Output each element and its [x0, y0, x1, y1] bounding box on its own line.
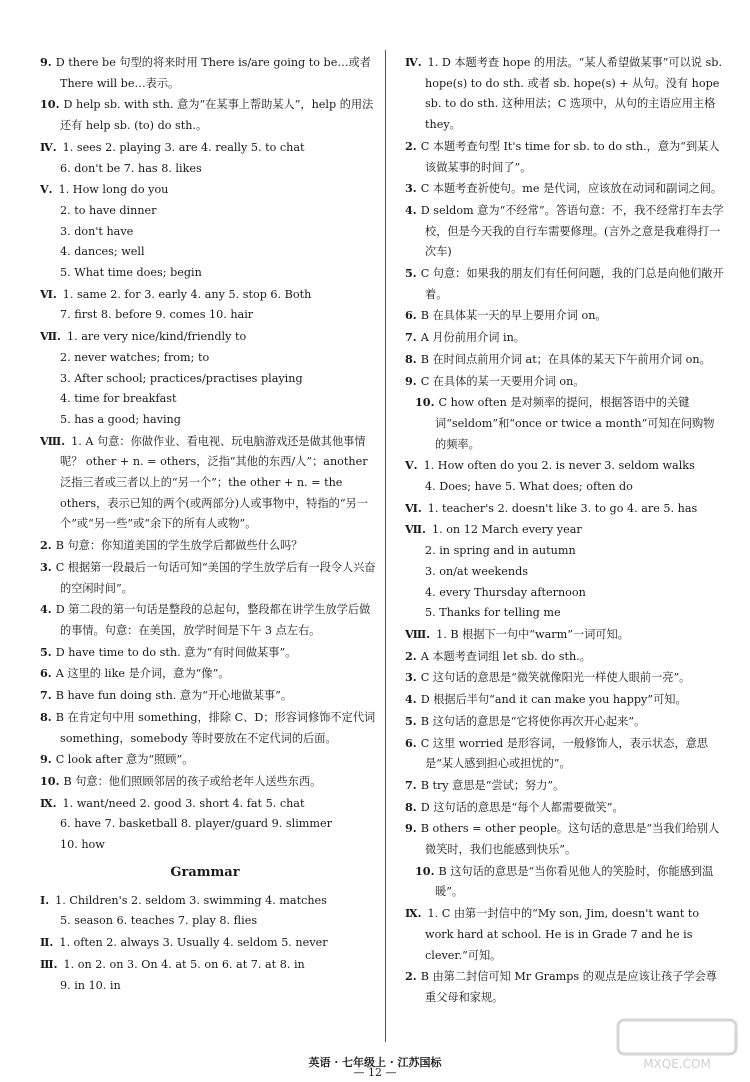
right-column [395, 52, 725, 1009]
watermark-logo [612, 1016, 742, 1076]
item-number: 6. [40, 666, 52, 681]
item-number: 4. [405, 202, 417, 217]
section-entry [30, 793, 380, 815]
answer-line [30, 535, 380, 557]
answer-text: C 句意：如果我的朋友们有任何问题，我的门总是向他们敞开着。 [420, 267, 724, 301]
answer-line [395, 305, 725, 327]
section-number: Ⅴ. [405, 458, 418, 473]
answer-text: C 这里 worried 是形容词，一般修饰人，表示状态，意思是“某人感到担心或担忧的”。 [420, 736, 709, 771]
answer-text: 1. A 句意：你做作业、看电视、玩电脑游戏还是做其他事情呢？ other + n. = others，泛指“其他的东西/人”；another 泛指三者或三者以上的“另一个”；the other + n. = the others，表示已知的两个(或两部分)人或事物中，特指的“另一个”或“另一些”或“余下的所有人或物”。 [60, 434, 368, 531]
answer-text: 2. in spring and in autumn [425, 544, 576, 558]
answer-text: D help sb. with sth. 意为“在某事上帮助某人”，help 的用法还有 help sb. (to) do sth.。 [60, 98, 374, 133]
answer-line [30, 159, 380, 180]
answer-text: D seldom 意为“不经常”。答语句意：不，我不经常打车去学校，但是今天我的自行车需要修理。(言外之意是我难得打一次车) [420, 203, 724, 259]
section-entry [395, 455, 725, 477]
answer-line [30, 389, 380, 410]
answer-line [30, 663, 380, 685]
item-number: 10. [415, 863, 435, 878]
item-number: 9. [405, 821, 417, 836]
answer-text: 6. don't be 7. has 8. likes [60, 161, 202, 175]
answer-line [30, 599, 380, 641]
answer-line [30, 814, 380, 835]
answer-text: D have time to do sth. 意为“有时间做某事”。 [55, 645, 297, 659]
item-number: 3. [40, 559, 52, 574]
section-number: Ⅸ. [40, 795, 57, 810]
answer-text: B 这句话的意思是“当你看见他人的笑脸时，你能感到温暖”。 [435, 864, 714, 899]
item-number: 8. [405, 351, 417, 366]
section-number: Ⅱ. [40, 935, 54, 950]
answer-text: 1. same 2. for 3. early 4. any 5. stop 6. Both [62, 287, 312, 301]
answer-text: 1. often 2. always 3. Usually 4. seldom 5. never [59, 936, 328, 950]
answer-line [395, 646, 725, 668]
section-number: Ⅸ. [405, 906, 422, 921]
answer-text: 1. D 本题考查 hope 的用法。“某人希望做某事”可以说 sb. hope(s) to do sth. 或者 sb. hope(s) + 从句。没有 hope sb. to do sth. 这种用法；C 选项中，从句的主语应用主格 they。 [425, 56, 723, 132]
answer-line [395, 327, 725, 349]
answer-text: B others = other people。这句话的意思是“当我们给别人微笑时，我们也能感到快乐”。 [420, 822, 720, 857]
answer-text: B try 意思是“尝试；努力”。 [420, 778, 565, 792]
answer-text: C 本题考查祈使句。me 是代词，应该放在动词和副词之间。 [420, 182, 723, 196]
answer-line [395, 477, 725, 498]
section-entry [395, 903, 725, 966]
answer-line [395, 200, 725, 263]
answer-line [30, 242, 380, 263]
section-entry [30, 932, 380, 954]
left-column [30, 52, 380, 996]
item-number: 6. [405, 308, 417, 323]
answer-text: 2. to have dinner [60, 203, 157, 217]
section-entry [30, 179, 380, 201]
answer-text: B 由第二封信可知 Mr Gramps 的观点是应该让孩子学会尊重父母和家规。 [420, 970, 717, 1004]
answer-line [395, 689, 725, 711]
answer-line [395, 667, 725, 689]
answer-line [30, 263, 380, 284]
answer-text: 1. How often do you 2. is never 3. seldom walks [423, 459, 695, 473]
answer-text: D 第二段的第一句话是整段的总起句，整段都在讲学生放学后做的事情。句意：在美国，放学时间是下午 3 点左右。 [55, 603, 371, 637]
item-number: 9. [405, 373, 417, 388]
answer-line [395, 775, 725, 797]
answer-text: C how often 是对频率的提问，根据答语中的关键词“seldom”和“once or twice a month”可知在问购物的频率。 [435, 396, 715, 451]
section-number: Ⅷ. [40, 433, 66, 448]
answer-line [30, 642, 380, 664]
answer-text: B 在时间点前用介词 at；在具体的某天下午前用介词 on。 [420, 352, 711, 366]
answer-text: 1. on 2. on 3. On 4. at 5. on 6. at 7. at 8. in [63, 957, 305, 971]
answer-text: 4. time for breakfast [60, 392, 177, 406]
section-entry [30, 284, 380, 306]
answer-text: B 在肯定句中用 something，排除 C、D；形容词修饰不定代词 something，somebody 等时要放在不定代词的后面。 [55, 710, 376, 745]
answer-text: 1. B 根据下一句中“warm”一词可知。 [436, 627, 629, 641]
item-number: 2. [40, 538, 52, 553]
item-number: 7. [40, 688, 52, 703]
item-number: 3. [405, 181, 417, 196]
item-number: 8. [405, 799, 417, 814]
item-number: 6. [405, 735, 417, 750]
answer-line [395, 263, 725, 305]
answer-text: B 句意：你知道美国的学生放学后都做些什么吗？ [55, 539, 303, 553]
answer-text: 4. dances; well [60, 245, 145, 259]
answer-line [30, 94, 380, 136]
answer-text: 1. want/need 2. good 3. short 4. fat 5. chat [62, 796, 305, 810]
footer-title: 英语 · 七年级上 · 江苏国标 [308, 1056, 442, 1069]
section-entry [395, 498, 725, 520]
answer-text: 2. never watches; from; to [60, 350, 210, 364]
answer-line [30, 685, 380, 707]
answer-text: C 在具体的某一天要用介词 on。 [420, 374, 585, 388]
item-number: 5. [40, 644, 52, 659]
answer-text: B have fun doing sth. 意为“开心地做某事”。 [55, 689, 293, 703]
answer-line [30, 52, 380, 94]
answer-text: D 这句话的意思是“每个人都需要微笑”。 [420, 800, 624, 814]
section-entry [395, 624, 725, 646]
section-number: Ⅵ. [40, 286, 57, 301]
answer-line [395, 818, 725, 860]
item-number: 10. [415, 395, 435, 410]
section-heading: Grammar [170, 864, 240, 880]
answer-text: 3. don't have [60, 224, 134, 238]
answer-line [30, 911, 380, 932]
page-number: — 12 — [353, 1066, 397, 1079]
section-number: Ⅳ. [40, 139, 57, 154]
answer-text: 4. Does; have 5. What does; often do [425, 480, 633, 494]
answer-line [395, 583, 725, 604]
item-number: 10. [40, 773, 60, 788]
answer-line [395, 966, 725, 1008]
section-entry [30, 431, 380, 536]
answer-text: B 在具体某一天的早上要用介词 on。 [420, 309, 607, 323]
section-entry [30, 326, 380, 348]
section-entry [395, 519, 725, 541]
answer-line [395, 711, 725, 733]
answer-line [30, 707, 380, 749]
answer-text: 1. on 12 March every year [431, 523, 582, 537]
answer-line [395, 797, 725, 819]
item-number: 2. [405, 648, 417, 663]
answer-line [30, 305, 380, 326]
section-number: Ⅶ. [40, 329, 61, 344]
answer-text: A 本题考查词组 let sb. do sth.。 [420, 649, 591, 663]
answer-text: A 月份前用介词 in。 [420, 331, 525, 345]
answer-text: 1. are very nice/kind/friendly to [66, 330, 247, 344]
answer-line [395, 603, 725, 624]
answer-text: 1. How long do you [58, 183, 169, 197]
answer-line [30, 222, 380, 243]
section-entry [30, 954, 380, 976]
answer-text: C 根据第一段最后一句话可知“美国的学生放学后有一段令人兴奋的空闲时间”。 [55, 560, 376, 595]
answer-text: 5. What time does; begin [60, 266, 202, 280]
section-number: Ⅳ. [405, 55, 422, 69]
answer-line [30, 369, 380, 390]
item-number: 5. [405, 266, 417, 281]
answer-text: 1. Children's 2. seldom 3. swimming 4. matches [55, 893, 327, 907]
answer-line [395, 392, 725, 455]
item-number: 2. [405, 969, 417, 984]
section-number: Ⅲ. [40, 956, 58, 971]
svg-text:MXQE.COM: MXQE.COM [643, 1057, 711, 1071]
item-number: 7. [405, 777, 417, 792]
answer-text: 1. C 由第一封信中的“My son, Jim, doesn't want to work hard at school. He is in Grade 7 and he is clever.”可知。 [425, 907, 700, 962]
item-number: 3. [405, 670, 417, 685]
section-entry [30, 890, 380, 912]
answer-line [30, 201, 380, 222]
answer-line [30, 410, 380, 431]
answer-line [395, 349, 725, 371]
item-number: 5. [405, 713, 417, 728]
answer-line [30, 749, 380, 771]
item-number: 4. [40, 602, 52, 617]
section-entry [30, 137, 380, 159]
answer-text: 10. how [60, 838, 105, 852]
section-entry [395, 52, 725, 136]
answer-line [395, 371, 725, 393]
answer-line [395, 541, 725, 562]
answer-line [395, 562, 725, 583]
answer-text: 3. on/at weekends [425, 564, 528, 578]
answer-line [30, 976, 380, 997]
answer-text: D 根据后半句“and it can make you happy”可知。 [420, 693, 687, 707]
item-number: 9. [40, 752, 52, 767]
answer-text: C 本题考查句型 It's time for sb. to do sth.，意为“到某人该做某事的时间了”。 [420, 139, 720, 174]
answer-line [30, 835, 380, 856]
answer-text: C look after 意为“照顾”。 [55, 753, 194, 767]
answer-text: 6. have 7. basketball 8. player/guard 9. slimmer [60, 817, 332, 831]
item-number: 2. [405, 138, 417, 153]
answer-line [395, 861, 725, 903]
section-number: Ⅴ. [40, 182, 53, 197]
answer-line [30, 557, 380, 599]
answer-text: A 这里的 like 是介词，意为“像”。 [55, 667, 230, 681]
answer-text: D there be 句型的将来时用 There is/are going to be…或者 There will be…表示。 [55, 56, 371, 90]
answer-text: B 句意：他们照顾邻居的孩子或给老年人送些东西。 [63, 774, 322, 788]
answer-text: 5. has a good; having [60, 412, 181, 426]
answer-text: 4. every Thursday afternoon [425, 585, 586, 599]
answer-text: 3. After school; practices/practises playing [60, 371, 303, 385]
column-divider [385, 50, 386, 1042]
answer-line [395, 733, 725, 775]
section-number: Ⅶ. [405, 522, 426, 537]
item-number: 9. [40, 55, 52, 69]
answer-text: C 这句话的意思是“微笑就像阳光一样使人眼前一亮”。 [420, 671, 691, 685]
answer-text: 9. in 10. in [60, 978, 121, 992]
item-number: 8. [40, 709, 52, 724]
answer-text: 7. first 8. before 9. comes 10. hair [60, 308, 254, 322]
section-number: Ⅰ. [40, 892, 50, 907]
section-number: Ⅵ. [405, 500, 422, 515]
item-number: 10. [40, 97, 60, 112]
answer-text: 5. Thanks for telling me [425, 606, 561, 620]
item-number: 4. [405, 692, 417, 707]
answer-text: B 这句话的意思是“它将使你再次开心起来”。 [420, 714, 646, 728]
answer-text: 1. sees 2. playing 3. are 4. really 5. to chat [62, 140, 305, 154]
answer-line [30, 348, 380, 369]
section-number: Ⅷ. [405, 626, 431, 641]
answer-line [395, 178, 725, 200]
answer-line [395, 136, 725, 178]
item-number: 7. [405, 330, 417, 345]
answer-text: 5. season 6. teaches 7. play 8. flies [60, 914, 258, 928]
answer-text: 1. teacher's 2. doesn't like 3. to go 4. are 5. has [427, 501, 698, 515]
answer-line [30, 771, 380, 793]
